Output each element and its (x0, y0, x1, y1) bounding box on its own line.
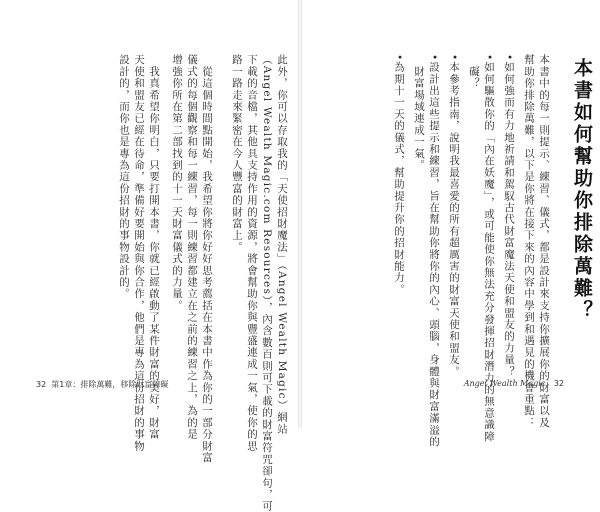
left-paragraph-line: 儀式的每個觀察和每一練習，每一則練習都建立在之前的練習之上，為的是 (186, 54, 198, 441)
section-title: 本書如何幫助你排除萬難？ (571, 58, 593, 322)
left-paragraph-line: 從這個時間點開始，我希望你將你好好思考薦括在本書中作為你的一部分財富 (201, 54, 213, 464)
bullet-item: •為期十一天的儀式，幫助提升你的招財能力。 (393, 54, 405, 296)
left-paragraph-line: 我真希望你明白，只要打開本書，你就已經啟動了某件財富的美好，財富 (148, 54, 160, 441)
left-page-number: 32 (36, 380, 47, 389)
left-footer (36, 379, 168, 390)
left-paragraph-line: （Angel Wealth Magic.com Resources），內含數百則可下載的財富符咒卻句，可 (261, 54, 273, 512)
right-page-number: 32 (553, 379, 564, 388)
left-paragraph-line: 增強你所在第二部找到的十一天財富儀式的力量。 (171, 54, 183, 312)
bullet-item-continued: 礙？ (468, 54, 480, 90)
right-page (300, 0, 600, 448)
left-paragraph-line: 路一路走來緊密在今人豐富的財富上。 (231, 54, 243, 253)
left-paragraph-line: 此外，你可以存取我的「天使招財魔法」（Angel Wealth Magic）網站 (276, 54, 288, 435)
bullet-item: •如何強而有力地祈請和駕馭古代財富魔法天使和盟友的力量？ (503, 54, 515, 378)
bullet-item: •如何驅散你的「內在妖魔」，或可能使你無法充分發揮招財潛力的無意識障 (483, 54, 495, 443)
chapter-title: 第1章：排除萬難，移除財富障礙 (51, 380, 169, 389)
bullet-item: •本參考指南，說明我最喜愛的所有超厲害的財富天使和盟友。 (448, 54, 460, 378)
book-title: Angel Wealth Magic (463, 379, 546, 388)
right-footer (464, 379, 564, 388)
left-paragraph-line: 設計的，而你也是專為這份招財的事物設計的。 (118, 54, 130, 300)
left-paragraph-line: 下載的音檔，其他具支持作用的資源，將會幫助你與豐盛連成一氣，使你的思 (246, 54, 258, 452)
bullet-item-continued: 財富場域連成一氣。 (413, 54, 425, 171)
bullet-item: •設計出這些提示和練習，旨在幫助你將你的內心、頭腦，身體與財富滿溢的 (428, 54, 440, 448)
right-paragraph-line: 幫助你排除萬難，以下是你將在接下來的內容中學到和遇見的機會重點： (523, 54, 535, 429)
right-paragraph-line: 本書中的每一則提示、練習、儀式，都是設計來支持你擴展你的財富以及 (538, 54, 550, 429)
left-paragraph-line: 天使和盟友已經在待命，準備好要開始與你合作，他們是專為這份招財的事物 (133, 54, 145, 452)
